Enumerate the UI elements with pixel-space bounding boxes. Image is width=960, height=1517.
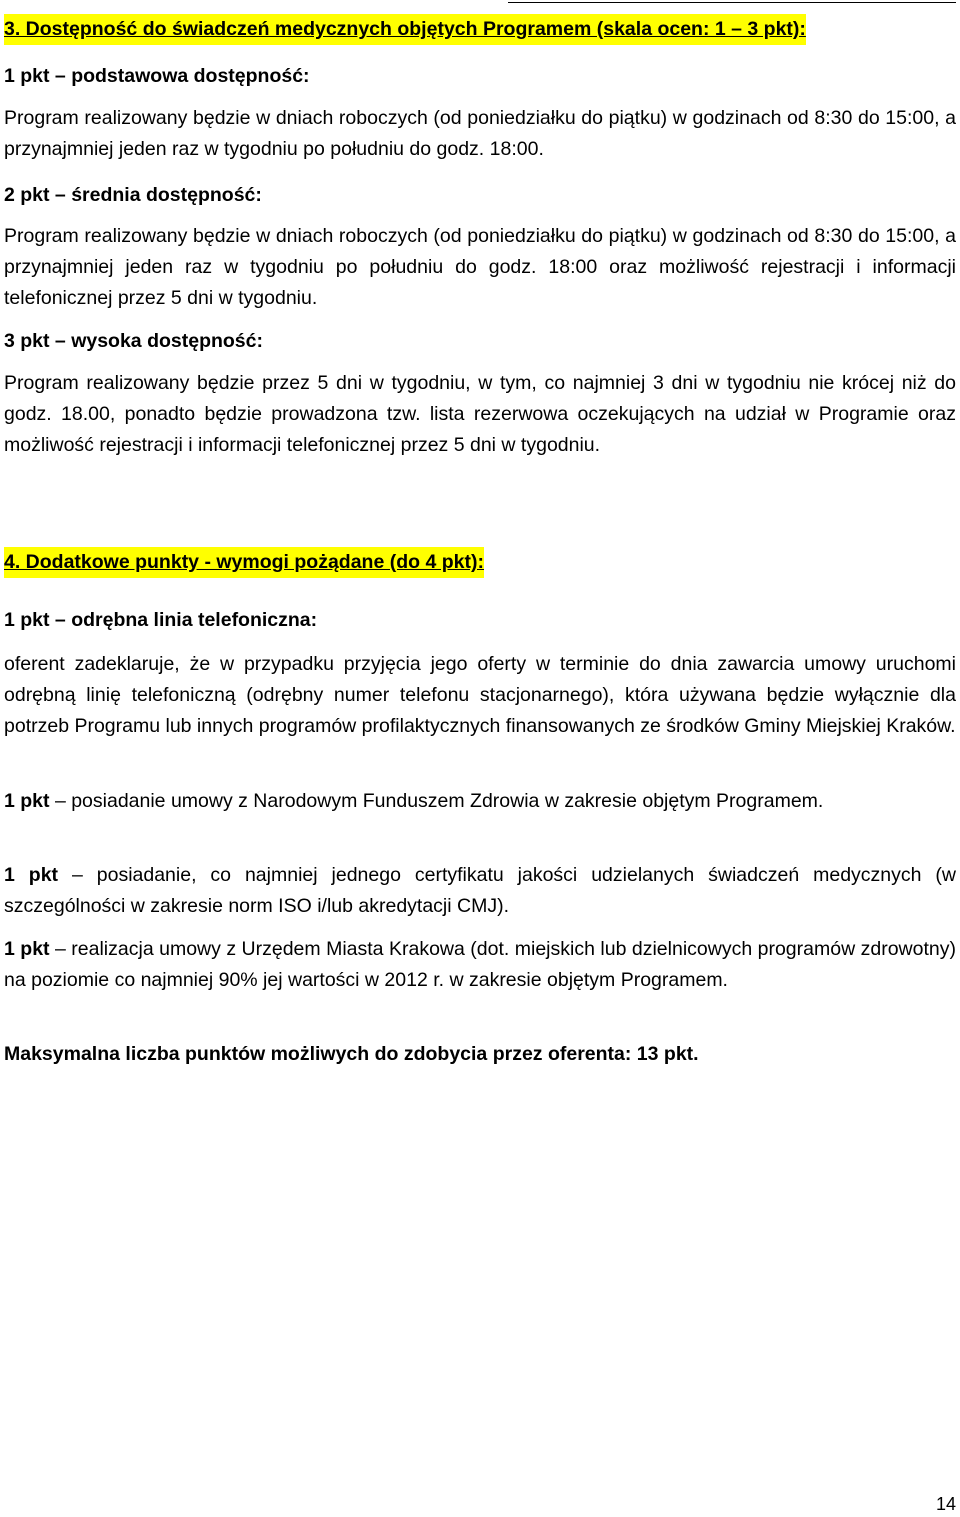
page-number: 14	[935, 1494, 956, 1514]
top-rule	[508, 2, 956, 3]
item-2-points: 1 pkt	[4, 790, 50, 812]
level-1-title: 1 pkt – podstawowa dostępność:	[4, 65, 310, 87]
level-1-text: Program realizowany będzie w dniach roboczych (od poniedziałku do piątku) w godzinach od 8:30 do 15:00, a przynajmniej jeden raz w tygodniu po południu do godz. 18:00.	[4, 107, 956, 160]
item-2	[4, 786, 956, 817]
item-4-text: – realizacja umowy z Urzędem Miasta Krakowa (dot. miejskich lub dzielnicowych programów zdrowotny) na poziomie co najmniej 90% jej wartości w 2012 r. w zakresie objętym Programem.	[4, 938, 956, 991]
level-3-title: 3 pkt – wysoka dostępność:	[4, 330, 263, 352]
level-3-text: Program realizowany będzie przez 5 dni w tygodniu, w tym, co najmniej 3 dni w tygodniu nie krócej niż do godz. 18.00, ponadto będzie prowadzona tzw. lista rezerwowa oczekujących na udział w Programie oraz możliwość rejestracji i informacji telefonicznej przez 5 dni w tygodniu.	[4, 372, 956, 456]
level-2-title: 2 pkt – średnia dostępność:	[4, 184, 262, 206]
item-4-points: 1 pkt	[4, 938, 50, 960]
item-2-text: – posiadanie umowy z Narodowym Funduszem Zdrowia w zakresie objętym Programem.	[54, 790, 824, 812]
item-1-title: 1 pkt – odrębna linia telefoniczna:	[4, 609, 318, 631]
section-4-heading: 4. Dodatkowe punkty - wymogi pożądane (do 4 pkt):	[4, 547, 484, 578]
item-1-text: oferent zadeklaruje, że w przypadku przyjęcia jego oferty w terminie do dnia zawarcia umowy uruchomi odrębną linię telefoniczną (odrębny numer telefonu stacjonarnego), która używana będzie wyłącznie dla potrzeb Programu lub innych programów profilaktycznych finansowanych ze środków Gminy Miejskiej Kraków.	[4, 653, 956, 737]
item-3-text: – posiadanie, co najmniej jednego certyfikatu jakości udzielanych świadczeń medycznych (w szczególności w zakresie norm ISO i/lub akredytacji CMJ).	[4, 864, 956, 917]
section-3-heading: 3. Dostępność do świadczeń medycznych objętych Programem (skala ocen: 1 – 3 pkt):	[4, 14, 806, 45]
item-3	[4, 860, 956, 922]
item-3-points: 1 pkt	[4, 864, 59, 886]
max-points-summary: Maksymalna liczba punktów możliwych do zdobycia przez oferenta: 13 pkt.	[4, 1043, 699, 1065]
level-2-text: Program realizowany będzie w dniach roboczych (od poniedziałku do piątku) w godzinach od 8:30 do 15:00, a przynajmniej jeden raz w tygodniu po południu do godz. 18:00 oraz możliwość rejestracji i informacji telefonicznej przez 5 dni w tygodniu.	[4, 225, 956, 309]
item-4	[4, 934, 956, 996]
